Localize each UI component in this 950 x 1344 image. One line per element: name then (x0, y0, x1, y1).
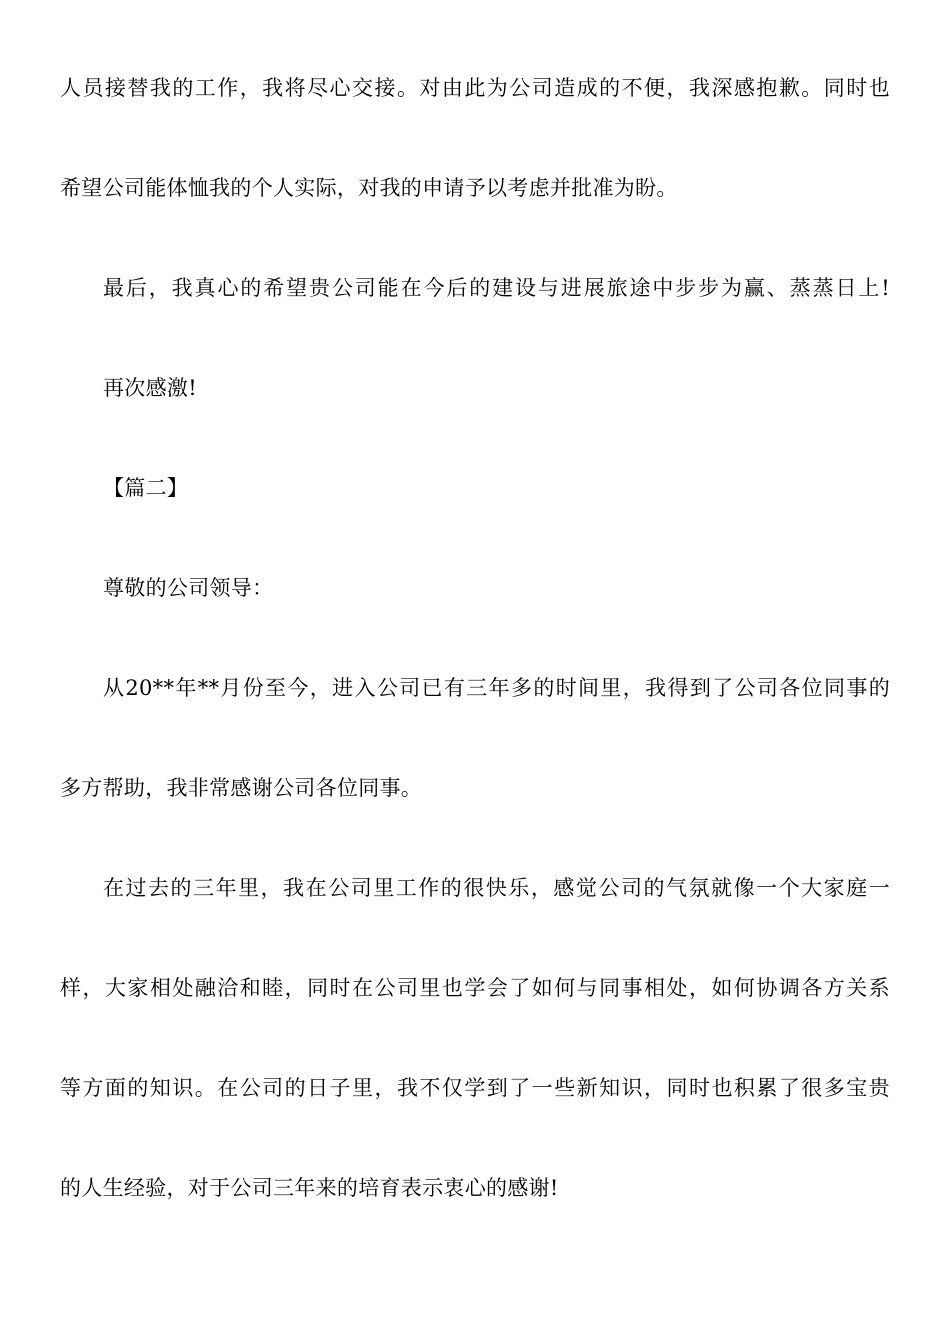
paragraph-line: 希望公司能体恤我的个人实际，对我的申请予以考虑并批准为盼。 (60, 176, 678, 200)
paragraph-line: 的人生经验，对于公司三年来的培育表示衷心的感谢! (60, 1176, 559, 1200)
salutation: 尊敬的公司领导： (103, 576, 274, 600)
paragraph-line: 再次感激! (103, 376, 197, 400)
paragraph-line: 从20**年**月份至今，进入公司已有三年多的时间里，我得到了公司各位同事的 (103, 676, 890, 700)
paragraph-line: 多方帮助，我非常感谢公司各位同事。 (60, 776, 423, 800)
section-heading: 【篇二】 (103, 476, 189, 500)
paragraph-line: 样，大家相处融洽和睦，同时在公司里也学会了如何与同事相处，如何协调各方关系 (60, 976, 890, 1000)
paragraph-line: 最后，我真心的希望贵公司能在今后的建设与进展旅途中步步为赢、蒸蒸日上! (103, 276, 890, 300)
paragraph-line: 人员接替我的工作，我将尽心交接。对由此为公司造成的不便，我深感抱歉。同时也 (60, 76, 890, 100)
paragraph-line: 等方面的知识。在公司的日子里，我不仅学到了一些新知识，同时也积累了很多宝贵 (60, 1076, 890, 1100)
paragraph-line: 在过去的三年里，我在公司里工作的很快乐，感觉公司的气氛就像一个大家庭一 (103, 876, 890, 900)
